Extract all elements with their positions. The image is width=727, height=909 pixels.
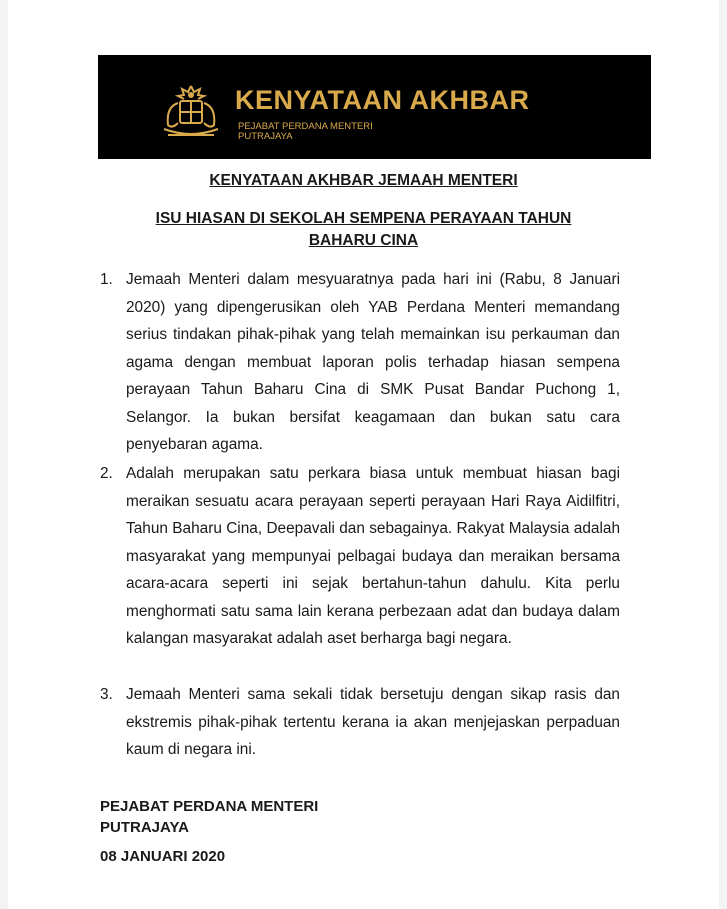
paragraph-text: Jemaah Menteri sama sekali tidak bersetuju dengan sikap rasis dan ekstremis pihak-pihak tertentu kerana ia akan menjejaskan perpaduan kaum di negara ini. bbox=[126, 686, 620, 758]
footer-date: 08 JANUARI 2020 bbox=[100, 848, 226, 865]
document-page bbox=[8, 0, 719, 909]
banner-title: KENYATAAN AKHBAR bbox=[235, 85, 530, 115]
paragraph-item bbox=[100, 460, 620, 653]
paragraph-text: Jemaah Menteri dalam mesyuaratnya pada hari ini (Rabu, 8 Januari 2020) yang dipengerusikan oleh YAB Perdana Menteri memandang serius tindakan pihak-pihak yang telah memainkan isu perkauman dan agama dengan membuat laporan polis terhadap hiasan sempena perayaan Tahun Baharu Cina di SMK Pusat Bandar Puchong 1, Selangor. Ia bukan bersifat keagamaan dan bukan satu cara penyebaran agama. bbox=[126, 271, 620, 453]
paragraph-text: Adalah merupakan satu perkara biasa untuk membuat hiasan bagi meraikan sesuatu acara perayaan seperti perayaan Hari Raya Aidilfitri, Tahun Baharu Cina, Deepavali dan sebagainya. Rakyat Malaysia adalah masyarakat yang mempunyai pelbagai budaya dan meraikan bersama acara-acara seperti ini sejak bertahun-tahun dahulu. Kita perlu menghormati satu sama lain kerana perbezaan adat dan budaya dalam kalangan masyarakat adalah aset berharga bagi negara. bbox=[126, 465, 620, 647]
banner-subtitle-office: PEJABAT PERDANA MENTERI bbox=[238, 121, 373, 132]
footer-office: PEJABAT PERDANA MENTERI bbox=[100, 798, 319, 815]
statement-heading: KENYATAAN AKHBAR JEMAAH MENTERI bbox=[209, 172, 518, 189]
malaysia-coat-of-arms-icon bbox=[156, 83, 226, 145]
subject-heading-line2: BAHARU CINA bbox=[308, 232, 419, 249]
paragraph-item bbox=[100, 681, 620, 764]
paragraph-number: 1. bbox=[100, 271, 113, 288]
subject-heading-line1: ISU HIASAN DI SEKOLAH SEMPENA PERAYAAN TAHUN bbox=[155, 210, 572, 227]
banner-subtitle-city: PUTRAJAYA bbox=[238, 131, 293, 142]
footer-city: PUTRAJAYA bbox=[100, 819, 189, 836]
paragraph-item bbox=[100, 266, 620, 459]
paragraph-number: 2. bbox=[100, 465, 113, 482]
press-release-banner bbox=[98, 55, 651, 159]
paragraph-number: 3. bbox=[100, 686, 113, 703]
